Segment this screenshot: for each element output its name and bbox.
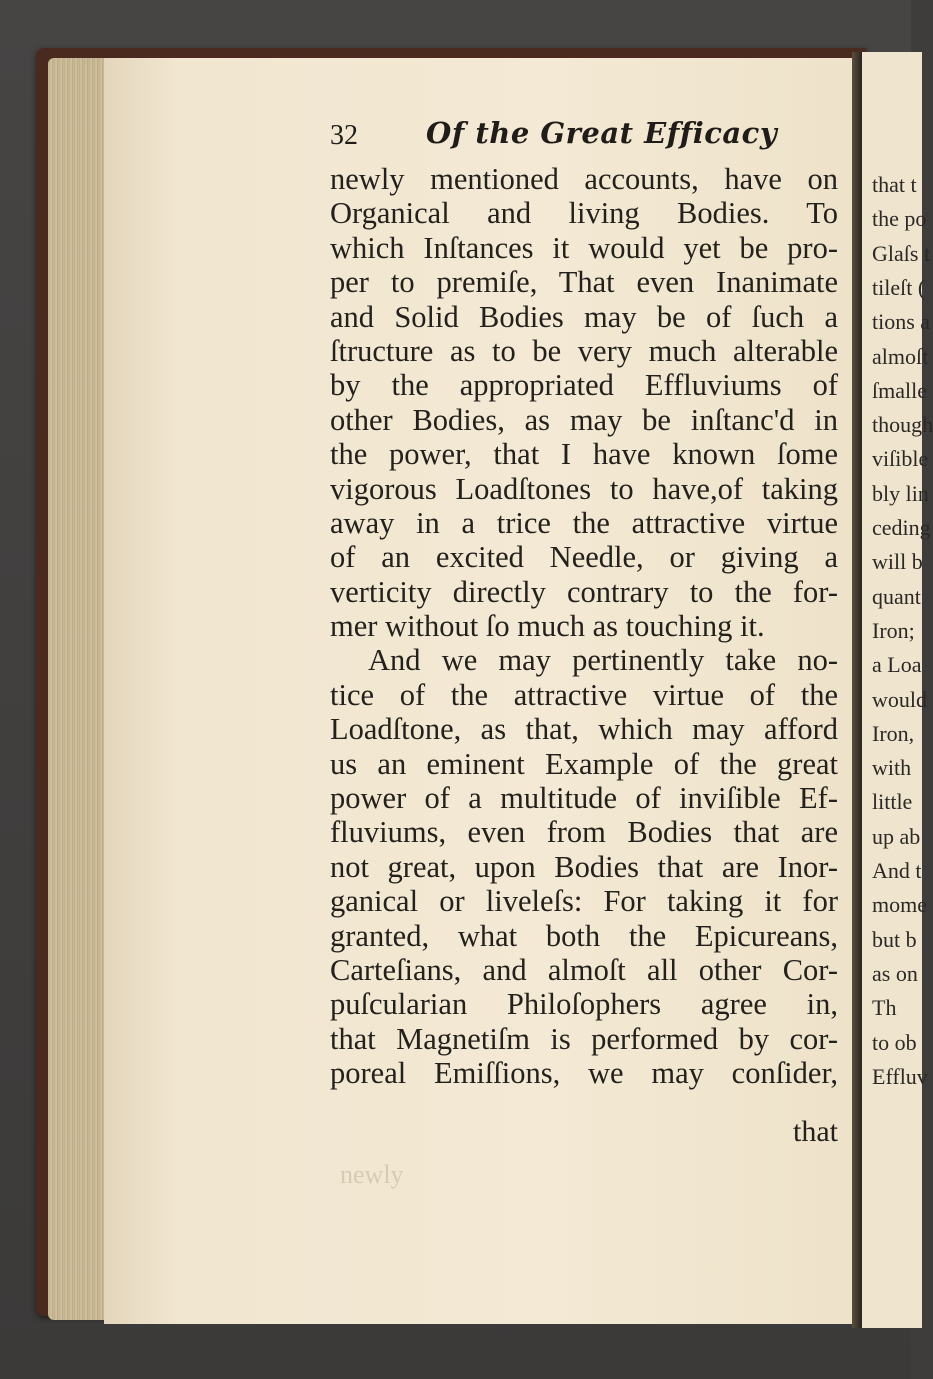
facing-page-fragment: Effluv	[872, 1063, 928, 1089]
text-line: vigorous Loadſtones to have,of taking	[330, 471, 838, 506]
facing-page-fragment: viſible	[872, 446, 929, 472]
facing-page-fragment: Iron,	[872, 720, 915, 746]
facing-page-fragment: almoſt	[872, 343, 929, 369]
facing-page-fragment: little	[872, 789, 913, 815]
text-line: of an excited Needle, or giving a	[330, 540, 838, 575]
facing-page-fragment: will b	[872, 549, 923, 575]
facing-page-fragment: that t	[872, 172, 917, 197]
facing-page-fragment: would	[872, 686, 927, 712]
facing-page-fragment: Iron;	[872, 617, 915, 643]
text-line: the power, that I have known ſome	[330, 437, 838, 472]
facing-page-fragment: the po	[872, 206, 927, 232]
text-line: fluviums, even from Bodies that are	[330, 815, 838, 850]
facing-page-fragment: a Loa	[872, 652, 922, 678]
facing-page-fragment: with	[872, 755, 912, 781]
text-line: mer without ſo much as touching it.	[330, 609, 765, 644]
facing-page-fragment: And t	[872, 858, 922, 883]
text-line: by the appropriated Effluviums of	[330, 368, 838, 403]
book-gutter	[852, 52, 862, 1328]
text-line: tice of the attractive virtue of the	[330, 677, 838, 712]
page-number: 32	[330, 120, 358, 151]
catchword: that	[793, 1115, 838, 1148]
text-line: Loadſtone, as that, which may afford	[330, 712, 838, 747]
facing-page-fragment: as on	[872, 960, 918, 986]
running-head: Of the Great Efficacy	[426, 116, 778, 150]
body-text	[330, 162, 838, 1091]
facing-page	[862, 52, 933, 1328]
bleed-through-text: newly	[340, 1160, 404, 1189]
text-line: power of a multitude of inviſible Ef-	[330, 781, 838, 816]
text-line: not great, upon Bodies that are Inor-	[330, 849, 838, 884]
text-line: and Solid Bodies may be of ſuch a	[330, 299, 838, 334]
text-line: Organical and living Bodies. To	[330, 196, 838, 231]
page-edges	[48, 58, 108, 1320]
text-line: And we may pertinently take no-	[368, 643, 838, 678]
facing-page-fragment: though	[872, 412, 933, 438]
facing-page-fragment: to ob	[872, 1029, 917, 1055]
text-line: which Inſtances it would yet be pro-	[330, 230, 838, 265]
facing-page-fragment: bly lin	[872, 480, 929, 506]
facing-page-fragment: up ab	[872, 823, 921, 849]
text-line: Carteſians, and almoſt all other Cor-	[330, 952, 838, 987]
text-line: ſtructure as to be very much alterable	[330, 333, 838, 368]
text-line: granted, what both the Epicureans,	[330, 918, 838, 953]
text-line: us an eminent Example of the great	[330, 746, 838, 781]
text-line: puſcularian Philoſophers agree in,	[330, 987, 838, 1022]
text-line: poreal Emiſſions, we may conſider,	[330, 1056, 838, 1091]
text-line: per to premiſe, That even Inanimate	[330, 265, 838, 300]
facing-page-fragment: tions a	[872, 309, 931, 335]
facing-page-fragment: quant	[872, 583, 921, 609]
facing-page-fragment: ſmalle	[872, 377, 927, 403]
facing-page-fragment: mome	[872, 892, 927, 918]
facing-page-fragment: Glaſs t	[872, 240, 931, 266]
page-header	[330, 116, 840, 156]
text-line: away in a trice the attractive virtue	[330, 505, 838, 540]
text-line: newly mentioned accounts, have on	[330, 162, 838, 196]
facing-page-fragment: but b	[872, 926, 917, 952]
facing-page-fragment: ceding	[872, 515, 931, 540]
text-line: ganical or liveleſs: For taking it for	[330, 884, 838, 919]
facing-page-fragment: Th	[872, 995, 897, 1021]
text-line: other Bodies, as may be inſtanc'd in	[330, 402, 838, 437]
text-line: that Magnetiſm is performed by cor-	[330, 1021, 838, 1056]
facing-page-fragment: tileſt (	[872, 274, 926, 300]
text-line: verticity directly contrary to the for-	[330, 574, 838, 609]
